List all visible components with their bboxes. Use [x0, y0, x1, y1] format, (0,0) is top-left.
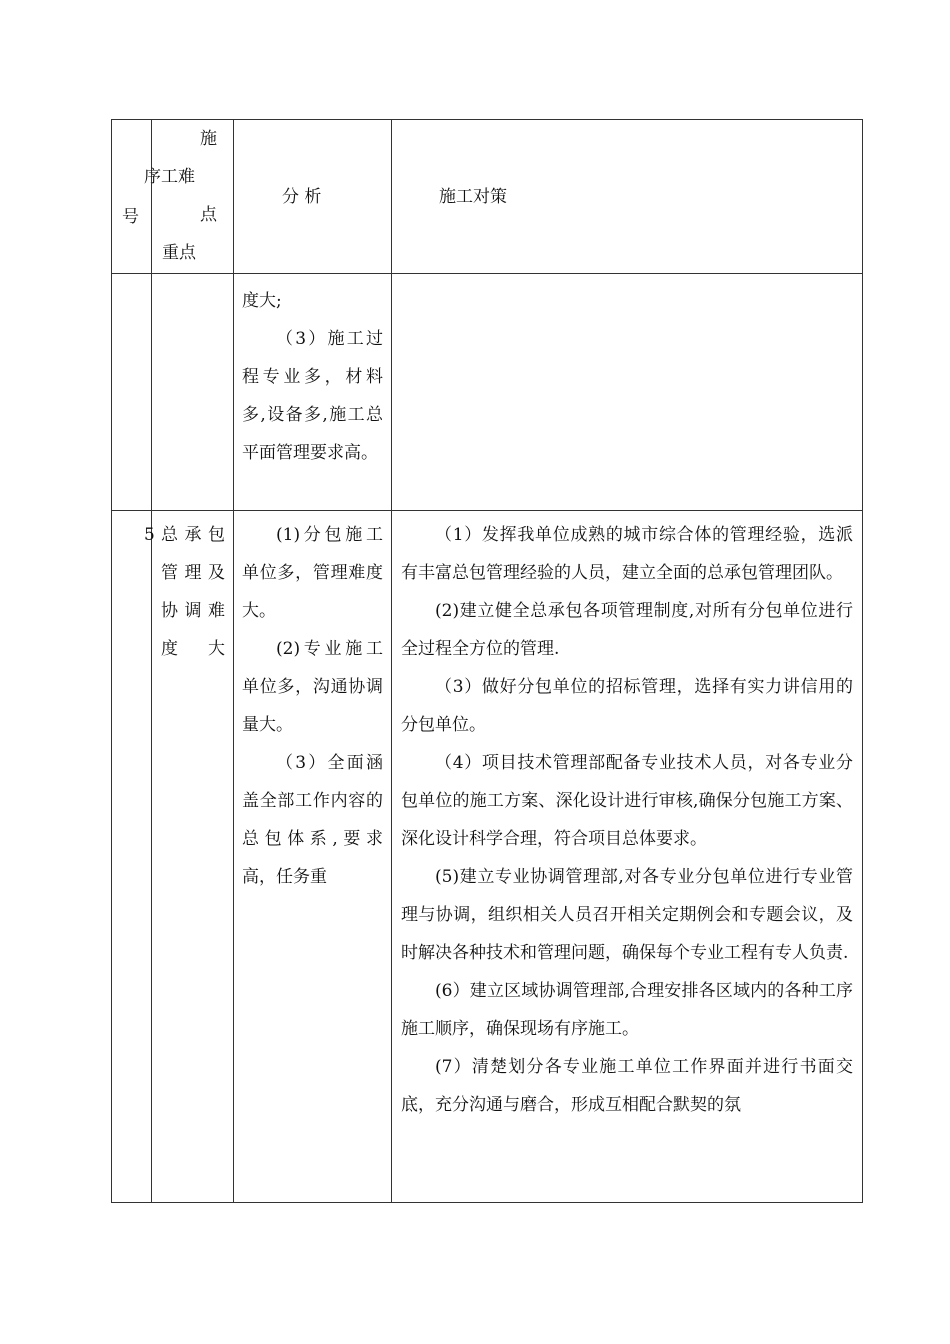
measure-paragraph: (7）清楚划分各专业施工单位工作界面并进行书面交底，充分沟通与磨合，形成互相配合默契的氛: [401, 1057, 853, 1115]
header-name-line: 序工难: [144, 167, 195, 187]
header-name-line: 点: [200, 205, 217, 225]
table-row: [112, 511, 863, 1203]
measure-paragraph: （1）发挥我单位成熟的城市综合体的管理经验，选派有丰富总包管理经验的人员，建立全面的总承包管理团队。: [401, 525, 853, 583]
row-name-cell: [152, 511, 234, 1203]
header-no-cell: [112, 120, 152, 274]
difficulty-table: [111, 119, 863, 1203]
row-measures-cell: [392, 511, 863, 1203]
measure-paragraph: （3）做好分包单位的招标管理，选择有实力讲信用的分包单位。: [401, 677, 853, 735]
measure-paragraph: (5)建立专业协调管理部,对各专业分包单位进行专业管理与协调，组织相关人员召开相关定期例会和专题会议，及时解决各种技术和管理问题，确保每个专业工程有专人负责.: [401, 867, 853, 963]
analysis-paragraph: 度大;: [242, 291, 282, 311]
header-name-cell: [144, 120, 234, 274]
table-row: [112, 274, 863, 511]
analysis-paragraph: (1)分包施工单位多，管理难度大。: [242, 525, 383, 621]
row-no: 5: [144, 525, 155, 545]
measure-paragraph: （4）项目技术管理部配备专业技术人员，对各专业分包单位的施工方案、深化设计进行审核,确保分包施工方案、深化设计科学合理，符合项目总体要求。: [401, 753, 853, 849]
row-name-cell: [152, 274, 234, 511]
row-analysis-cell: [234, 511, 392, 1203]
analysis-paragraph: (2)专业施工单位多，沟通协调量大。: [242, 639, 383, 735]
header-name-line: 施: [200, 129, 217, 149]
row-analysis-cell: [234, 274, 392, 511]
header-analysis-cell: [234, 120, 392, 274]
header-measures-label: 施工对策: [439, 186, 507, 207]
header-name-line: 重点: [162, 243, 196, 263]
measure-paragraph: (6）建立区域协调管理部,合理安排各区域内的各种工序施工顺序，确保现场有序施工。: [401, 981, 853, 1039]
measure-paragraph: (2)建立健全总承包各项管理制度,对所有分包单位进行全过程全方位的管理.: [401, 601, 853, 659]
header-analysis-label: 分 析: [282, 186, 322, 207]
row-measures-cell: [392, 274, 863, 511]
analysis-paragraph: （3）全面涵盖全部工作内容的总包体系,要求高，任务重: [242, 753, 383, 887]
table-header-row: [112, 120, 863, 274]
header-no-label: 号: [122, 207, 139, 227]
header-measures-cell: [392, 120, 863, 274]
analysis-paragraph: （3）施工过程专业多，材料多,设备多,施工总平面管理要求高。: [242, 329, 383, 463]
row-no-cell: [112, 274, 152, 511]
difficulty-name: 总承包管理及协调难度大: [161, 525, 225, 659]
row-no-cell: [112, 511, 155, 1203]
